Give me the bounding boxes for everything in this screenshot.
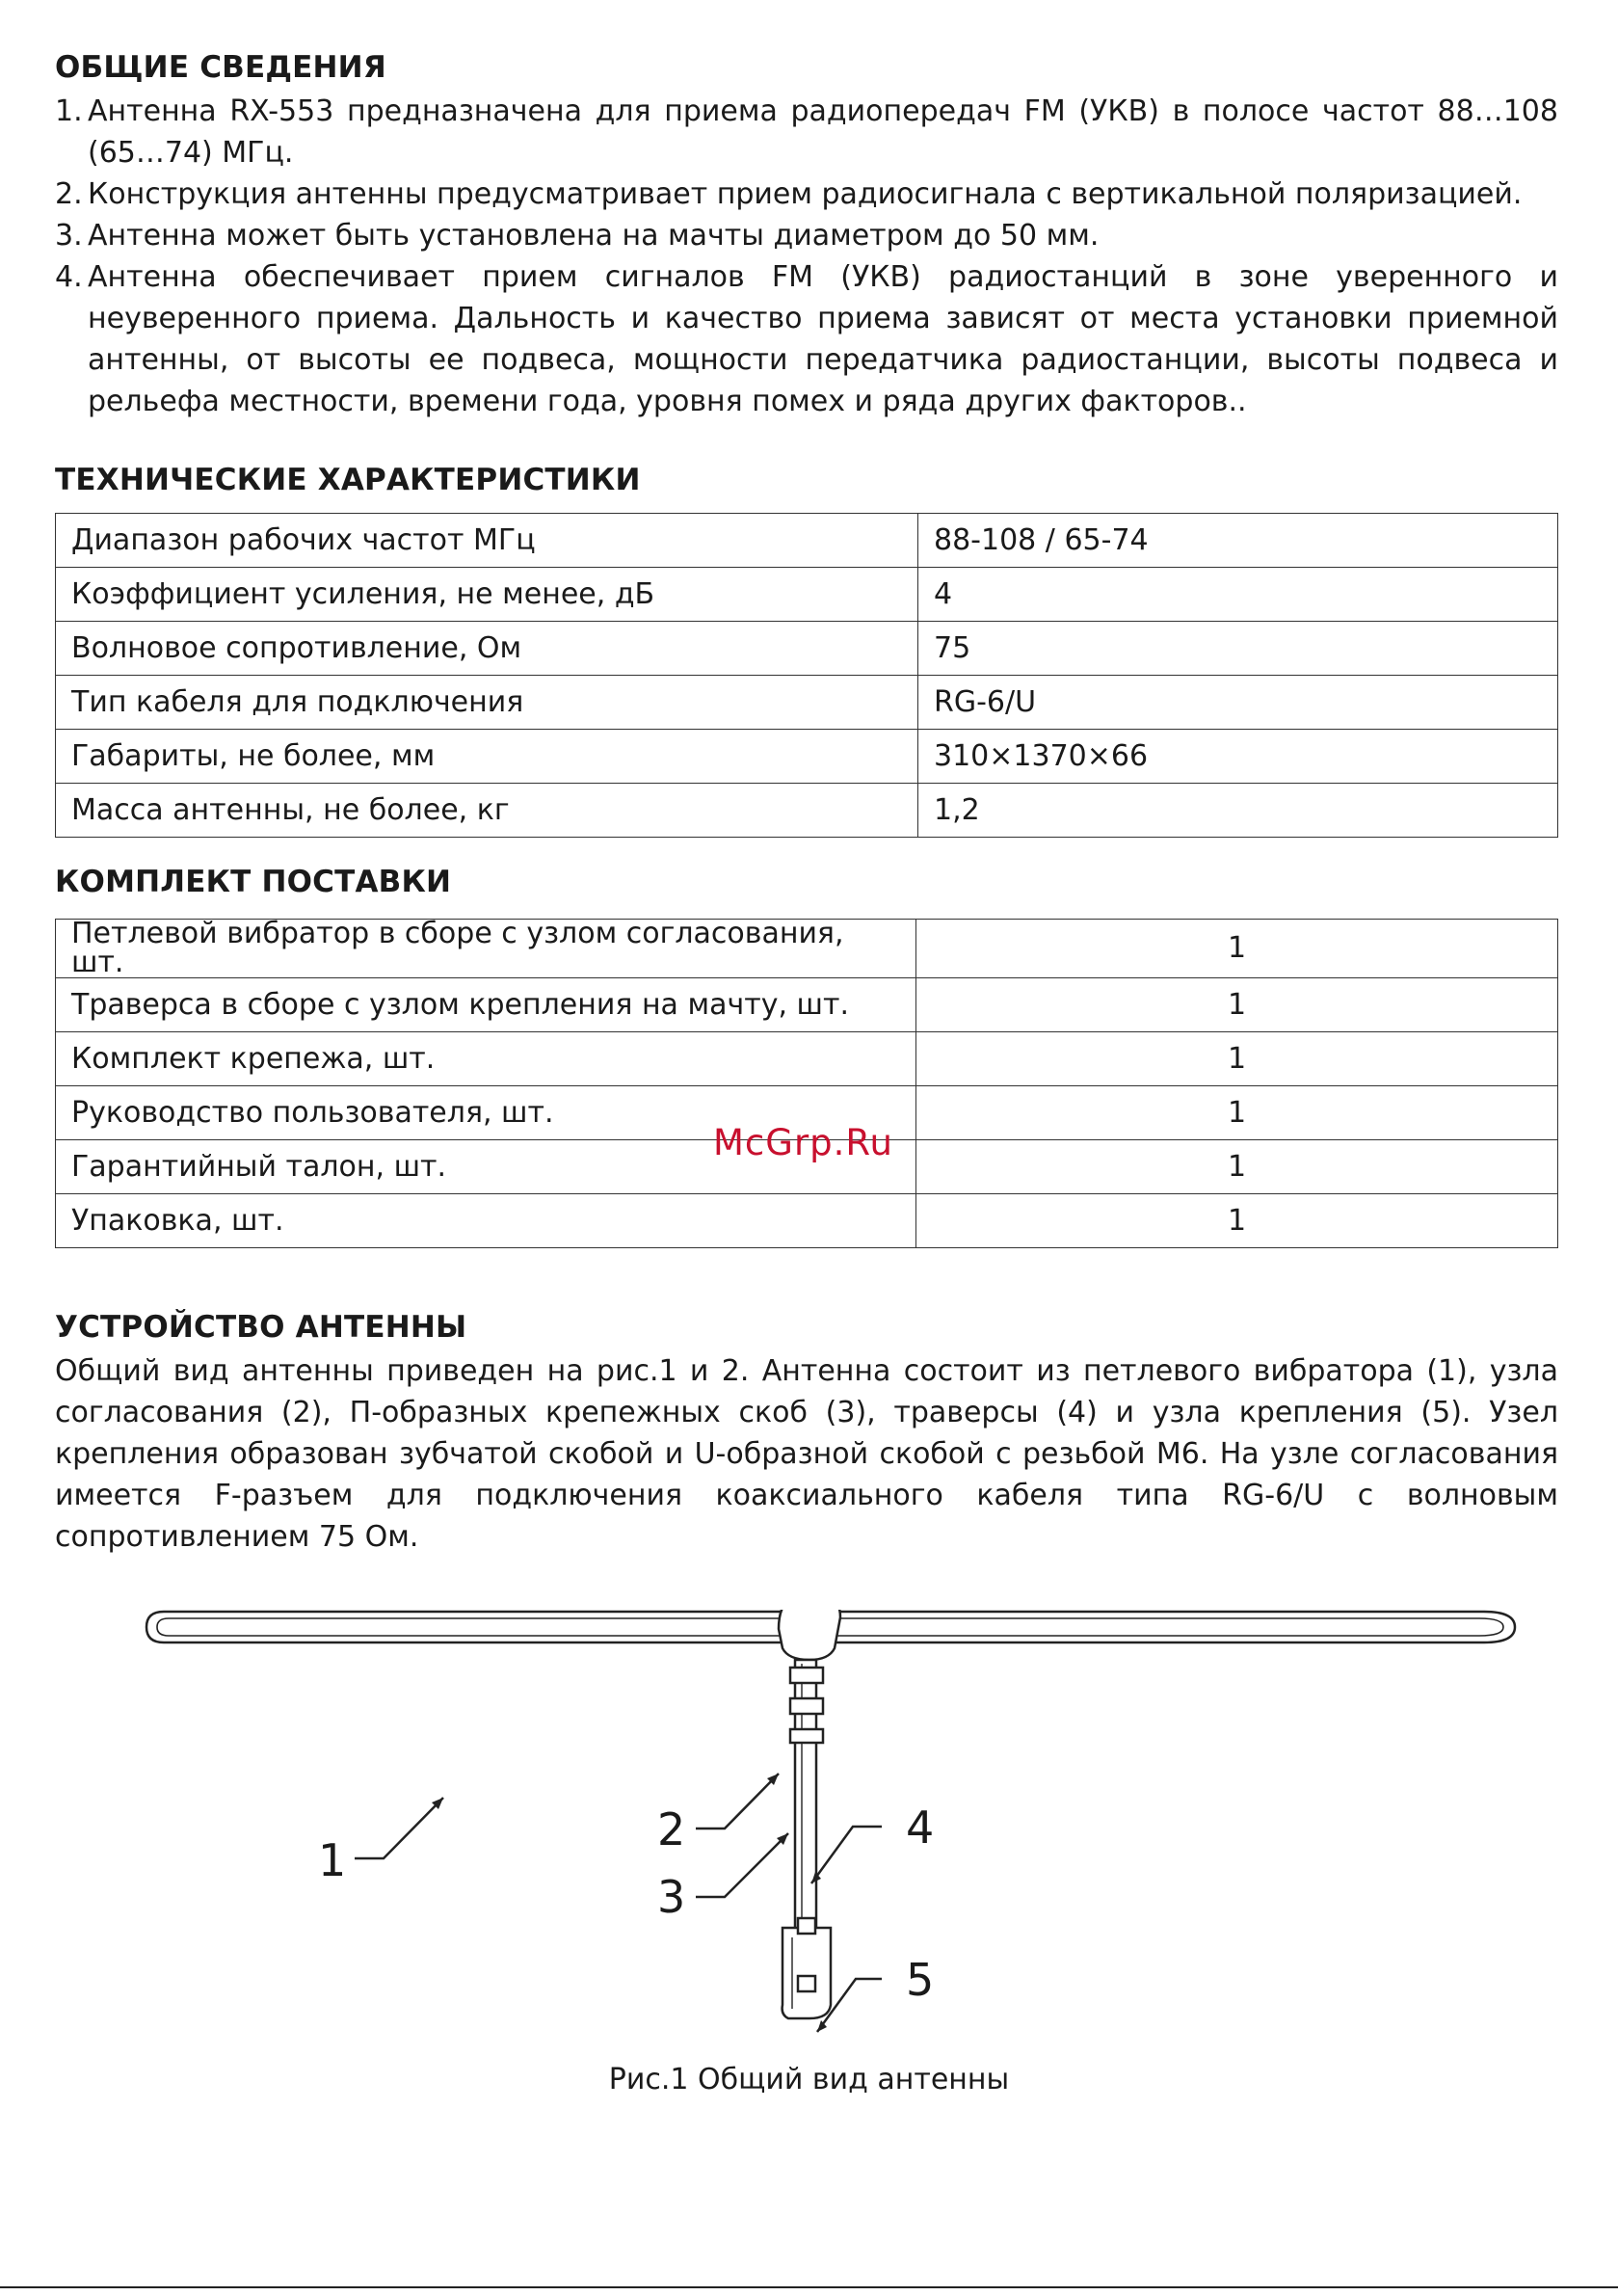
matching-unit <box>779 1610 840 1660</box>
table-row: Габариты, не более, мм 310×1370×66 <box>56 730 1558 784</box>
callout-3: 3 <box>657 1871 686 1923</box>
general-list <box>55 91 1558 422</box>
page-divider <box>0 2286 1618 2288</box>
section-title-device: УСТРОЙСТВО АНТЕННЫ <box>55 1310 467 1345</box>
table-row: Комплект крепежа, шт. 1 <box>56 1032 1558 1086</box>
callout-1: 1 <box>318 1834 347 1886</box>
table-row: Петлевой вибратор в сборе с узлом согласования, шт. 1 <box>56 920 1558 978</box>
list-item: 4. Антенна обеспечивает прием сигналов FM (УКВ) радиостанций в зоне уверенного и неуверенного приема. Дальность и качество приема зависят от места установки приемной антенны, от высоты ее подвеса, мощности передатчика радиостанции, высоты подвеса и рельефа местности, времени года, уровня помех и ряда других факторов.. <box>55 260 1558 418</box>
section-title-specs: ТЕХНИЧЕСКИЕ ХАРАКТЕРИСТИКИ <box>55 463 641 497</box>
table-row: Траверса в сборе с узлом крепления на мачту, шт. 1 <box>56 978 1558 1032</box>
list-item: 2. Конструкция антенны предусматривает прием радиосигнала с вертикальной поляризацией. <box>55 177 1523 211</box>
table-row: Диапазон рабочих частот МГц 88-108 / 65-74 <box>56 514 1558 568</box>
callout-2: 2 <box>657 1803 686 1855</box>
table-row: Коэффициент усиления, не менее, дБ 4 <box>56 568 1558 622</box>
table-row: Руководство пользователя, шт. 1 <box>56 1086 1558 1140</box>
callout-5: 5 <box>906 1954 935 2006</box>
bracket <box>790 1698 823 1714</box>
list-item: 1. Антенна RX-553 предназначена для приема радиопередач FM (УКВ) в полосе частот 88…108 (65…74) МГц. <box>55 94 1558 170</box>
document-page <box>55 48 1558 1558</box>
bracket <box>790 1668 823 1683</box>
section-title-kit: КОМПЛЕКТ ПОСТАВКИ <box>55 865 452 899</box>
specs-table <box>55 513 1558 838</box>
section-title-general: ОБЩИЕ СВЕДЕНИЯ <box>55 50 386 85</box>
list-item: 3. Антенна может быть установлена на мачты диаметром до 50 мм. <box>55 219 1100 253</box>
mounting-unit <box>782 1928 831 2018</box>
kit-table <box>55 919 1558 1248</box>
watermark: McGrp.Ru <box>713 1122 893 1163</box>
table-row: Масса антенны, не более, кг 1,2 <box>56 784 1558 838</box>
device-description: Общий вид антенны приведен на рис.1 и 2. Антенна состоит из петлевого вибратора (1), узла согласования (2), П-образных крепежных скоб (3), траверсы (4) и узла крепления (5). Узел крепления образован зубчатой скобой и U-образной скобой с резьбой М6. На узле согласования имеется F-разъем для подключения коаксиального кабеля типа RG-6/U с волновым сопротивлением 75 Ом. <box>55 1354 1558 1554</box>
figure-caption: Рис.1 Общий вид антенны <box>608 2063 1010 2096</box>
callout-4: 4 <box>906 1802 935 1854</box>
table-row: Тип кабеля для подключения RG-6/U <box>56 676 1558 730</box>
table-row: Волновое сопротивление, Ом 75 <box>56 622 1558 676</box>
table-row: Упаковка, шт. 1 <box>56 1194 1558 1248</box>
table-row: Гарантийный талон, шт. 1 <box>56 1140 1558 1194</box>
